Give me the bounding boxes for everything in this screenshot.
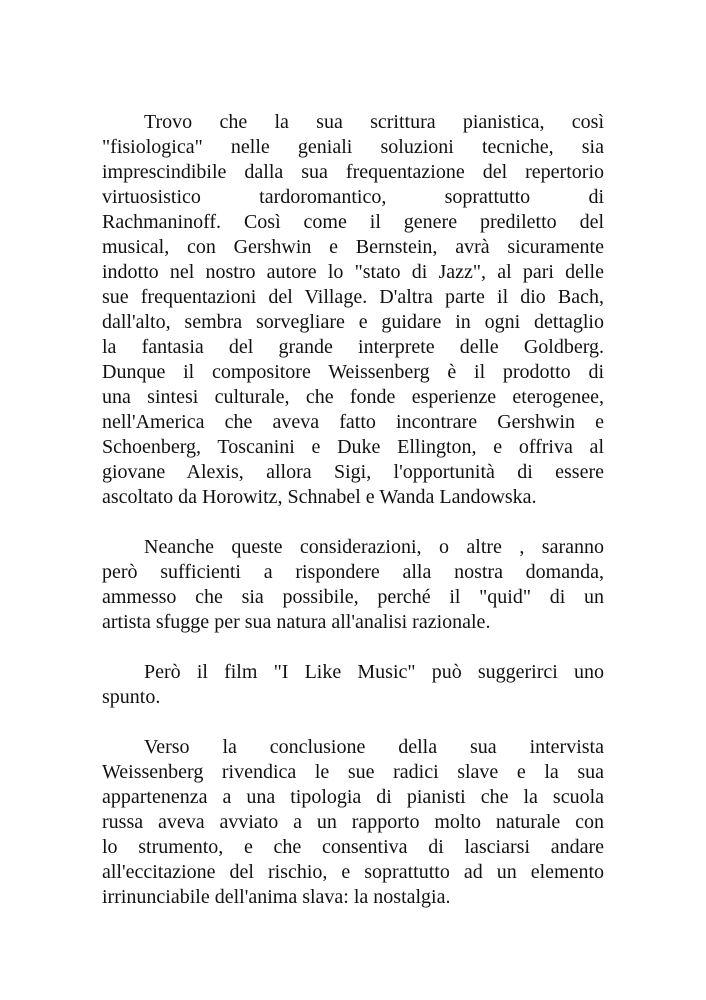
text-line: Verso la conclusione della sua intervista xyxy=(144,736,604,758)
text-line: però sufficienti a rispondere alla nostra domanda, xyxy=(102,561,604,583)
paragraph xyxy=(102,535,604,635)
text-line: dall'alto, sembra sorvegliare e guidare in ogni dettaglio xyxy=(102,311,604,333)
text-line: Rachmaninoff. Così come il genere prediletto del xyxy=(102,211,604,233)
text-line: Neanche queste considerazioni, o altre , saranno xyxy=(144,536,604,558)
text-line: Dunque il compositore Weissenberg è il prodotto di xyxy=(102,361,604,383)
text-line: artista sfugge per sua natura all'analisi razionale. xyxy=(102,611,491,633)
text-line: indotto nel nostro autore lo "stato di Jazz", al pari delle xyxy=(102,261,604,283)
text-line: Però il film "I Like Music" può suggerirci uno xyxy=(144,661,604,683)
text-line: Weissenberg rivendica le sue radici slave e la sua xyxy=(102,761,604,783)
document-page xyxy=(102,110,604,935)
text-line: giovane Alexis, allora Sigi, l'opportunità di essere xyxy=(102,461,604,483)
text-line: irrinunciabile dell'anima slava: la nostalgia. xyxy=(102,886,451,908)
text-line: lo strumento, e che consentiva di lasciarsi andare xyxy=(102,836,604,858)
text-line: nell'America che aveva fatto incontrare Gershwin e xyxy=(102,411,604,433)
text-line: all'eccitazione del rischio, e soprattutto ad un elemento xyxy=(102,861,604,883)
text-line: ascoltato da Horowitz, Schnabel e Wanda Landowska. xyxy=(102,486,537,508)
text-line: "fisiologica" nelle geniali soluzioni tecniche, sia xyxy=(102,136,604,158)
text-line: appartenenza a una tipologia di pianisti che la scuola xyxy=(102,786,604,808)
text-line: virtuosistico tardoromantico, soprattutto di xyxy=(102,186,604,208)
text-line: russa aveva avviato a un rapporto molto naturale con xyxy=(102,811,604,833)
paragraph xyxy=(102,735,604,910)
text-line: la fantasia del grande interprete delle Goldberg. xyxy=(102,336,604,358)
text-line: imprescindibile dalla sua frequentazione del repertorio xyxy=(102,161,604,183)
paragraph xyxy=(102,660,604,710)
text-line: ammesso che sia possibile, perché il "quid" di un xyxy=(102,586,604,608)
text-line: musical, con Gershwin e Bernstein, avrà sicuramente xyxy=(102,236,604,258)
text-line: sue frequentazioni del Village. D'altra parte il dio Bach, xyxy=(102,286,604,308)
text-line: Trovo che la sua scrittura pianistica, così xyxy=(144,111,604,133)
text-line: Schoenberg, Toscanini e Duke Ellington, e offriva al xyxy=(102,436,604,458)
text-line: una sintesi culturale, che fonde esperienze eterogenee, xyxy=(102,386,604,408)
paragraph xyxy=(102,110,604,510)
text-line: spunto. xyxy=(102,686,161,708)
